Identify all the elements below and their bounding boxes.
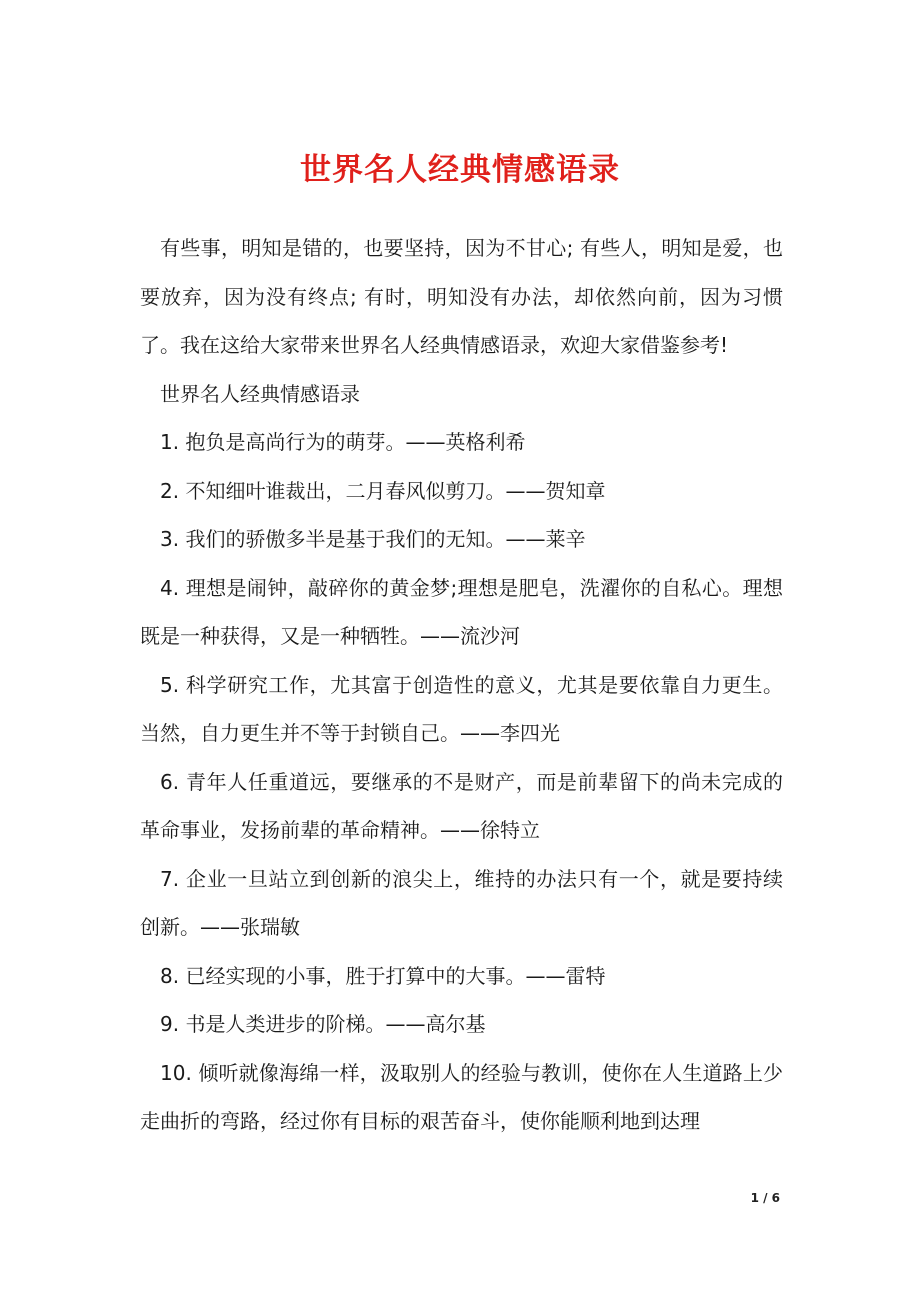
quote-item: 1. 抱负是高尚行为的萌芽。——英格利希 bbox=[160, 430, 526, 454]
quote-item: 10. 倾听就像海绵一样，汲取别人的经验与教训，使你在人生道路上少走曲折的弯路，经过你有目标的艰苦奋斗，使你能顺利地到达理 bbox=[140, 1060, 783, 1133]
quote-item: 9. 书是人类进步的阶梯。——高尔基 bbox=[160, 1012, 486, 1036]
section-heading: 世界名人经典情感语录 bbox=[160, 381, 360, 406]
page-number: 1 / 6 bbox=[750, 1191, 780, 1205]
quote-item: 7. 企业一旦站立到创新的浪尖上，维持的办法只有一个，就是要持续创新。——张瑞敏 bbox=[140, 866, 783, 939]
quote-item: 2. 不知细叶谁裁出，二月春风似剪刀。——贺知章 bbox=[160, 478, 606, 503]
quote-item: 3. 我们的骄傲多半是基于我们的无知。——莱辛 bbox=[160, 527, 586, 551]
quote-item: 6. 青年人任重道远，要继承的不是财产，而是前辈留下的尚未完成的革命事业，发扬前辈的革命精神。——徐特立 bbox=[140, 769, 783, 842]
quote-item: 5. 科学研究工作，尤其富于创造性的意义，尤其是要依靠自力更生。当然，自力更生并不等于封锁自己。——李四光 bbox=[140, 672, 783, 745]
quote-item: 8. 已经实现的小事，胜于打算中的大事。——雷特 bbox=[160, 963, 606, 988]
quote-item: 4. 理想是闹钟，敲碎你的黄金梦;理想是肥皂，洗濯你的自私心。理想既是一种获得，又是一种牺牲。——流沙河 bbox=[140, 575, 783, 648]
intro-paragraph: 有些事，明知是错的，也要坚持，因为不甘心; 有些人，明知是爱，也要放弃，因为没有终点; 有时，明知没有办法，却依然向前，因为习惯了。我在这给大家带来世界名人经典情感语录，欢迎大家借鉴参考! bbox=[140, 236, 783, 357]
document-body bbox=[140, 224, 783, 1146]
document-title: 世界名人经典情感语录 bbox=[300, 152, 620, 188]
